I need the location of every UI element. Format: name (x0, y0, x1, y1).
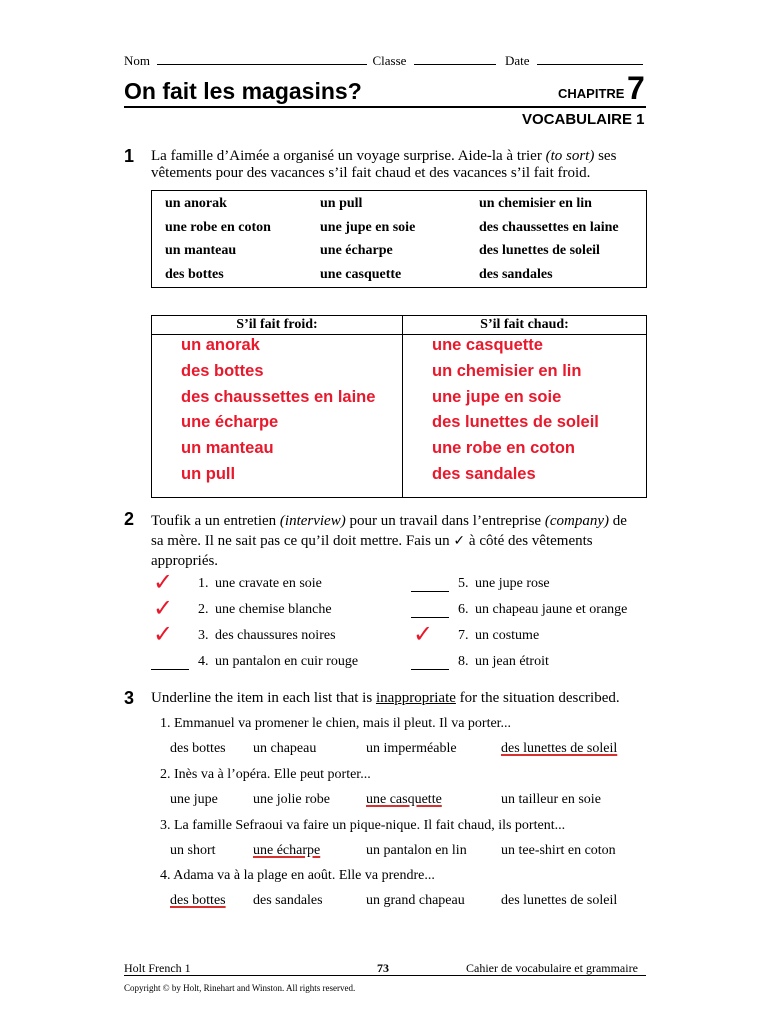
word-bank-item: des bottes (165, 266, 224, 282)
chapitre-number: 7 (627, 70, 645, 106)
nom-label: Nom (124, 53, 150, 68)
date-field[interactable] (537, 64, 643, 65)
checklist-item-number: 6. (458, 602, 469, 617)
word-bank-item: un chemisier en lin (479, 196, 592, 211)
footer-book: Holt French 1 (124, 961, 191, 975)
chaud-answer: une casquette (432, 336, 543, 354)
chapitre-label: CHAPITRE (558, 86, 625, 101)
ex1-instruction-a: La famille d’Aimée a organisé un voyage surprise. Aide-la à trier (151, 148, 546, 164)
question-prompt: 4. Adama va à la plage en août. Elle va prendre... (160, 868, 435, 883)
answer-option[interactable]: un pantalon en lin (366, 843, 467, 858)
section-label: VOCABULAIRE 1 (522, 111, 645, 128)
checkmark-icon: ✓ (453, 533, 466, 549)
ex2-line3: appropriés. (151, 553, 219, 569)
sorting-table (151, 315, 647, 498)
checkmark-icon: ✓ (153, 594, 174, 622)
col-chaud-header: S’il fait chaud: (480, 317, 569, 332)
checklist-item-text: une jupe rose (475, 576, 550, 591)
nom-field[interactable] (157, 64, 367, 65)
ex2-line1-b: pour un travail dans l’entreprise (345, 513, 545, 529)
date-label: Date (504, 53, 530, 68)
chaud-answer: des lunettes de soleil (432, 413, 599, 432)
answer-option[interactable]: un short (170, 843, 216, 858)
answer-option[interactable]: des lunettes de soleil (501, 741, 618, 756)
answer-option[interactable]: un tailleur en soie (501, 792, 601, 807)
chaud-answer: une robe en coton (432, 439, 576, 458)
answer-option[interactable]: des lunettes de soleil (501, 893, 618, 908)
answer-blank (411, 669, 449, 670)
checklist-item-number: 3. (198, 628, 209, 643)
checklist-item-number: 1. (198, 576, 209, 591)
word-bank-item: un pull (320, 196, 363, 211)
word-bank-item: des sandales (479, 266, 553, 282)
checklist-item-text: un pantalon en cuir rouge (215, 654, 359, 669)
word-bank-item: un manteau (165, 243, 237, 258)
checklist-item-text: des chaussures noires (215, 628, 336, 643)
question-prompt: 3. La famille Sefraoui va faire un pique-nique. Il fait chaud, ils portent... (160, 818, 566, 833)
checklist-item-text: un chapeau jaune et orange (475, 602, 628, 617)
checklist-item-number: 2. (198, 602, 209, 617)
froid-answer: des chaussettes en laine (181, 387, 376, 406)
checklist-item-number: 7. (458, 628, 469, 643)
answer-option[interactable]: des bottes (170, 893, 226, 908)
answer-option[interactable]: une jolie robe (253, 792, 330, 807)
question-prompt: 1. Emmanuel va promener le chien, mais il pleut. Il va porter... (160, 716, 512, 731)
answer-option[interactable]: des bottes (170, 741, 226, 756)
word-bank (151, 190, 647, 288)
question-prompt: 2. Inès va à l’opéra. Elle peut porter... (160, 767, 371, 782)
word-bank-item: une écharpe (320, 243, 393, 258)
exercise-1-number: 1 (124, 146, 135, 166)
classe-label: Classe (372, 53, 407, 68)
ex2-line1-em2: (company) (544, 513, 609, 529)
answer-option[interactable]: une jupe (170, 792, 218, 807)
ex2-line1-c: de (608, 513, 627, 529)
exercise-3-instruction (151, 690, 620, 707)
checklist-item-text: une chemise blanche (215, 602, 332, 617)
froid-answer: un pull (181, 465, 236, 483)
answer-option[interactable]: une casquette (366, 792, 442, 807)
answer-option[interactable]: un chapeau (253, 741, 317, 756)
ex2-line1-em1: (interview) (279, 513, 346, 529)
chaud-answer: une jupe en soie (432, 387, 562, 406)
checkmark-icon: ✓ (153, 620, 174, 648)
word-bank-item: des chaussettes en laine (479, 219, 619, 235)
ex2-line2-a: sa mère. Il ne sait pas ce qu’il doit mettre. Fais un (151, 533, 454, 549)
answer-option[interactable]: une écharpe (253, 843, 321, 858)
word-bank-item: une robe en coton (165, 219, 271, 235)
ex3-instruction-b: for the situation described. (455, 690, 620, 706)
footer-page-number: 73 (377, 961, 389, 975)
header-fields (124, 53, 643, 69)
checklist-item-text: une cravate en soie (215, 576, 322, 591)
classe-field[interactable] (414, 64, 496, 65)
word-bank-item: un anorak (165, 196, 227, 211)
checklist-item-text: un jean étroit (475, 654, 549, 669)
ex1-instruction-line2: vêtements pour des vacances s’il fait chaud et des vacances s’il fait froid. (151, 165, 591, 181)
answer-option[interactable]: un tee-shirt en coton (501, 843, 616, 858)
checkmark-icon: ✓ (413, 620, 434, 648)
exercise-2-instruction (151, 511, 651, 571)
word-bank-item: une casquette (320, 266, 402, 282)
col-froid-header: S’il fait froid: (236, 317, 318, 332)
ex3-instruction-a: Underline the item in each list that is (151, 690, 376, 706)
froid-answer: un manteau (181, 439, 274, 458)
chaud-answer: des sandales (432, 465, 536, 483)
checklist-item-number: 8. (458, 654, 469, 669)
ex3-instruction-underlined: inappropriate (375, 690, 456, 706)
ex1-instruction-b: ses (594, 148, 617, 164)
froid-answer: un anorak (181, 336, 260, 354)
word-bank-item: des lunettes de soleil (479, 243, 600, 258)
checklist-item-text: un costume (475, 628, 540, 643)
froid-answer: des bottes (181, 361, 264, 380)
sorting-table-divider (402, 316, 403, 497)
chaud-answer: un chemisier en lin (432, 361, 582, 380)
exercise-2-number: 2 (124, 509, 135, 529)
answer-blank (411, 617, 449, 618)
answer-blank (411, 591, 449, 592)
footer-workbook: Cahier de vocabulaire et grammaire (466, 961, 638, 975)
ex2-line2-b: à côté des vêtements (465, 533, 593, 549)
ex2-line1-a: Toufik a un entretien (151, 513, 280, 529)
word-bank-item: une jupe en soie (320, 219, 416, 235)
answer-blank (151, 669, 189, 670)
answer-option[interactable]: des sandales (253, 893, 323, 908)
page-title: On fait les magasins? (124, 78, 362, 104)
title-rule (124, 106, 646, 108)
footer-copyright: Copyright © by Holt, Rinehart and Winston. All rights reserved. (124, 983, 356, 993)
exercise-1-instruction (151, 148, 651, 182)
exercise-3-number: 3 (124, 688, 135, 708)
checklist-item-number: 4. (198, 654, 209, 669)
answer-option[interactable]: un imperméable (366, 741, 457, 756)
checkmark-icon: ✓ (153, 568, 174, 596)
ex1-instruction-em: (to sort) (545, 148, 595, 164)
checklist-item-number: 5. (458, 576, 469, 591)
froid-answer: une écharpe (181, 413, 279, 432)
answer-option[interactable]: un grand chapeau (366, 893, 465, 908)
